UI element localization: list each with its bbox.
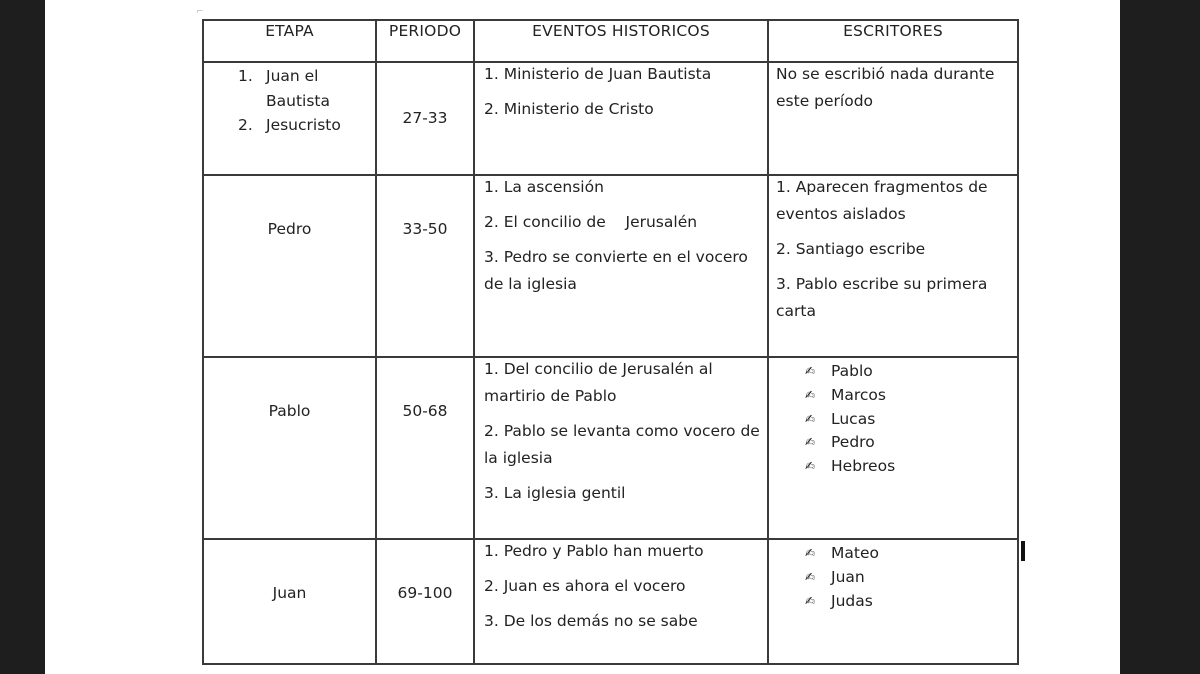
writer-name: Judas	[831, 591, 873, 610]
writing-hand-icon: ✍	[805, 459, 816, 474]
header-etapa: ETAPA	[265, 22, 314, 40]
event-item: 2. Ministerio de Cristo	[484, 100, 654, 118]
event-item: 3. De los demás no se sabe	[484, 612, 698, 630]
event-item: 1. Ministerio de Juan Bautista	[484, 65, 712, 83]
writing-hand-icon: ✍	[805, 411, 816, 426]
header-eventos-historicos: EVENTOS HISTORICOS	[532, 22, 710, 40]
writing-hand-icon: ✍	[805, 435, 816, 450]
list-text: Juan el	[266, 67, 319, 85]
list-text: Jesucristo	[266, 116, 341, 134]
table-border-top	[202, 19, 1019, 21]
list-item	[805, 360, 1017, 384]
writer-name: Marcos	[831, 385, 886, 404]
event-item: 1. La ascensión	[484, 178, 604, 196]
column-divider	[1017, 19, 1019, 665]
writer-name: Pablo	[831, 362, 873, 380]
writers-list	[769, 542, 1017, 613]
cell-escritores	[769, 61, 1017, 123]
event-item: 3. Pedro se convierte en el vocero de la iglesia	[484, 248, 748, 293]
table-border-bottom	[202, 663, 1019, 665]
writer-name: Mateo	[831, 544, 879, 562]
event-item: 2. Pablo se levanta como vocero de la iglesia	[484, 422, 760, 467]
etapa-list	[238, 64, 375, 138]
list-item	[805, 384, 1017, 408]
cell-periodo: 33-50	[402, 220, 448, 238]
writer-name: Juan	[831, 567, 865, 586]
event-item: 3. La iglesia gentil	[484, 484, 626, 502]
writing-hand-icon: ✍	[805, 546, 816, 560]
writing-hand-icon: ✍	[805, 364, 816, 378]
list-item	[805, 431, 1017, 455]
cell-etapa	[238, 64, 375, 138]
cell-eventos	[475, 538, 767, 643]
writer-note: 2. Santiago escribe	[776, 240, 926, 258]
row-resize-cursor[interactable]	[1021, 541, 1025, 561]
writer-name: Hebreos	[831, 457, 896, 476]
list-number: 1.	[238, 67, 253, 85]
header-periodo: PERIODO	[388, 22, 462, 40]
list-item	[805, 590, 1017, 614]
writer-note: 3. Pablo escribe su primera carta	[776, 275, 988, 320]
writer-name: Lucas	[831, 409, 876, 428]
history-table	[202, 19, 1019, 665]
cell-etapa: Pedro	[267, 220, 312, 238]
event-item: 1. Del concilio de Jerusalén al martirio de Pablo	[484, 360, 713, 405]
writer-note: No se escribió nada durante este período	[776, 65, 995, 110]
list-item	[805, 566, 1017, 590]
event-item: 2. Juan es ahora el vocero	[484, 577, 686, 595]
list-item	[805, 408, 1017, 432]
writing-hand-icon: ✍	[805, 387, 816, 402]
cell-escritores	[769, 360, 1017, 479]
cell-periodo: 27-33	[402, 109, 448, 127]
header-escritores: ESCRITORES	[843, 22, 943, 40]
cell-eventos	[475, 174, 767, 306]
writer-note: 1. Aparecen fragmentos de eventos aislados	[776, 178, 988, 223]
cell-periodo: 50-68	[402, 402, 448, 420]
page-corner-mark: ⌐	[196, 7, 204, 17]
writing-hand-icon: ✍	[805, 593, 816, 608]
writers-list	[769, 360, 1017, 479]
cell-escritores	[769, 542, 1017, 613]
list-item	[805, 455, 1017, 479]
event-item: 1. Pedro y Pablo han muerto	[484, 542, 704, 560]
list-number	[238, 89, 266, 114]
cell-etapa: Pablo	[268, 402, 311, 420]
cell-eventos	[475, 61, 767, 131]
list-text: Bautista	[266, 91, 330, 110]
cell-periodo: 69-100	[397, 584, 453, 602]
cell-eventos	[475, 356, 767, 515]
list-item	[238, 64, 375, 89]
writing-hand-icon: ✍	[805, 569, 816, 584]
list-item	[238, 113, 375, 138]
list-item	[805, 542, 1017, 566]
writer-name: Pedro	[831, 433, 875, 452]
cell-etapa: Juan	[272, 584, 307, 602]
list-item	[238, 89, 375, 114]
cell-escritores	[769, 174, 1017, 333]
event-item: 2. El concilio de Jerusalén	[484, 213, 698, 231]
list-number: 2.	[238, 116, 253, 134]
